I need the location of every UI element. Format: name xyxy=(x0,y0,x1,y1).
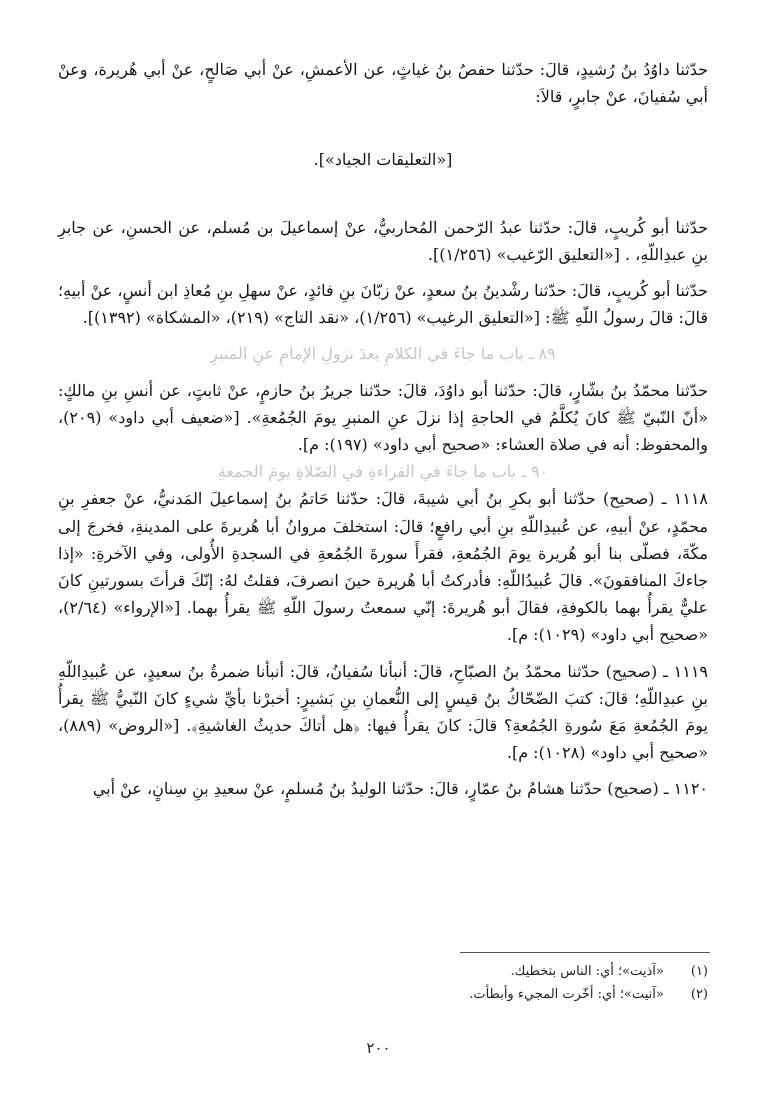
footnote-number: (١) xyxy=(690,964,708,979)
citation: [«التعليقات الجياد»]. xyxy=(313,150,453,170)
hadith-1120: ١١٢٠ ـ (صحيح) حدّثنا هشامُ بنُ عمّارٍ، قالَ: حدّثنا الوليدُ بنُ مُسلمٍ، عنْ سعيدِ بنِ سِنانٍ، عنْ أبي xyxy=(92,779,708,799)
chapter-heading: ٩٠ ـ باب ما جاءَ في القراءةِ في الصّلاةِ يومَ الجمعةِ xyxy=(217,462,549,482)
page-number: ٢٠٠ xyxy=(366,1039,391,1057)
main-text xyxy=(58,56,708,803)
spacer xyxy=(58,268,708,277)
spacer xyxy=(58,649,708,658)
footnote-text: «آنيت»؛ أي: أخّرت المجيء وأبطأت. xyxy=(469,987,664,1002)
footnote xyxy=(58,960,708,983)
footnote-number: (٢) xyxy=(690,987,708,1002)
spacer xyxy=(58,368,708,377)
spacer xyxy=(58,331,708,340)
footnote xyxy=(58,983,708,1006)
footnotes xyxy=(58,960,708,1006)
footnote-text: «آذيت»؛ أي: الناس بتخطيك. xyxy=(510,964,664,979)
hadith-1119: ١١١٩ ـ (صحيح) حدّثنا محمّدُ بنُ الصبّاحِ، قالَ: أنبأنا سُفيانُ، قالَ: أنبأنا ضمرةُ بنُ سعيدٍ، عن عُبيدِاللّهِ بنِ عبدِاللّهِ؛ قالَ: كتبَ الضّحّاكُ بنُ قيسٍ إلى النُّعمانِ بنِ بَشيرٍ: أخبرْنا بأيِّ شيءٍ كانَ النّبيُّ ﷺ يقرأُ يومَ الجُمُعةِ مَعَ سُورةِ الجُمُعةِ؟ قالَ: كانَ يقرأُ فيها: ﴿هل أتاكَ حديثُ الغاشيةِ﴾. [«الروض» (٨٨٩)، «صحيح أبي داود» (١٠٢٨): م]. xyxy=(58,661,708,763)
paragraph: حدّثنا أبو كُريبٍ، قالَ: حدّثنا رشْدينُ بنُ سعدٍ، عنْ زبّانَ بنِ فائدٍ، عنْ سهلِ بنِ مُعاذِ ابن أنسٍ، عنْ أبيهِ؛ قالَ: قالَ رسولُ اللّهِ ﷺ: [«التعليق الرغيب» (١/٢٥٦)، «نقد التاج» (٢١٩)، «المشكاة» (١٣٩٢)]. xyxy=(58,281,708,328)
spacer xyxy=(58,174,708,214)
chapter-heading: ٨٩ ـ باب ما جاءَ في الكلامِ بعدَ نزولِ الإمامِ عنِ المنبرِ xyxy=(210,344,556,364)
paragraph: حدّثنا أبو كُريبٍ، قالَ: حدّثنا عبدُ الرّحمن المُحاربيُّ، عنْ إسماعيلَ بن مُسلم، عن الحسنِ، عن جابرِ بنِ عبدِاللّهِ، . [«التعليق الرّغيب» (١/٢٥٦)]. xyxy=(58,217,708,264)
spacer xyxy=(58,766,708,775)
paragraph: حدّثنا محمّدُ بنُ بشّارٍ، قالَ: حدّثنا أبو داوُدَ، قالَ: حدّثنا جريرُ بنُ حازمٍ، عنْ ثابتٍ، عن أنسِ بنِ مالكٍ: «أنّ النّبيّ ﷺ كانَ يُكلَّمُ في الحاجةِ إذا نزلَ عنِ المنبرِ يومَ الجُمُعةِ». [«ضعيف أبي داود» (٢٠٩)، والمحفوظ: أنه في صلاة العشاء: «صحيح أبي داود» (١٩٧): م]. xyxy=(58,380,708,455)
footnote-divider xyxy=(460,952,710,953)
hadith-1118: ١١١٨ ـ (صحيح) حدّثنا أبو بكرِ بنُ أبي شيبةَ، قالَ: حدّثنا حَاتمُ بنُ إسماعيلَ المَدنيُّ، عنْ جعفرِ بنِ محمّدٍ، عنْ أبيهِ، عن عُبيدِاللّهِ بنِ أبي رافعٍ؛ قالَ: استخلفَ مروانُ أبا هُريرةَ على المدينةِ، فخرجَ إلى مكّةَ، فصلّى بنا أبو هُريرة يومَ الجُمُعةِ، فقرأَ سورةَ الجُمُعةِ في السجدةِ الأُولى، وفي الآخرةِ: «إذا جاءكَ المنافقونَ». قالَ عُبيدُاللّهِ: فأدركتُ أبا هُريرة حينَ انصرفَ، فقلتُ لهُ: إنّكَ قرأتَ بسورتينِ كانَ عليٌّ يقرأُ بهما بالكوفةِ، فقالَ أبو هُريرةَ: إنّي سمعتُ رسولَ اللّهِ ﷺ يقرأُ بهما. [«الإرواء» (٢/٦٤)، «صحيح أبي داود» (١٠٢٩): م]. xyxy=(58,489,708,645)
spacer xyxy=(58,110,708,146)
paragraph: حدّثنا داوُدُ بنُ رُشيدٍ، قالَ: حدّثنا حفصُ بنُ غياثٍ، عن الأعمشِ، عنْ أبي صَالحٍ، عنْ أبي هُريرة، وعنْ أبي سُفيانَ، عنْ جابرٍ، قالاَ: xyxy=(58,60,709,107)
